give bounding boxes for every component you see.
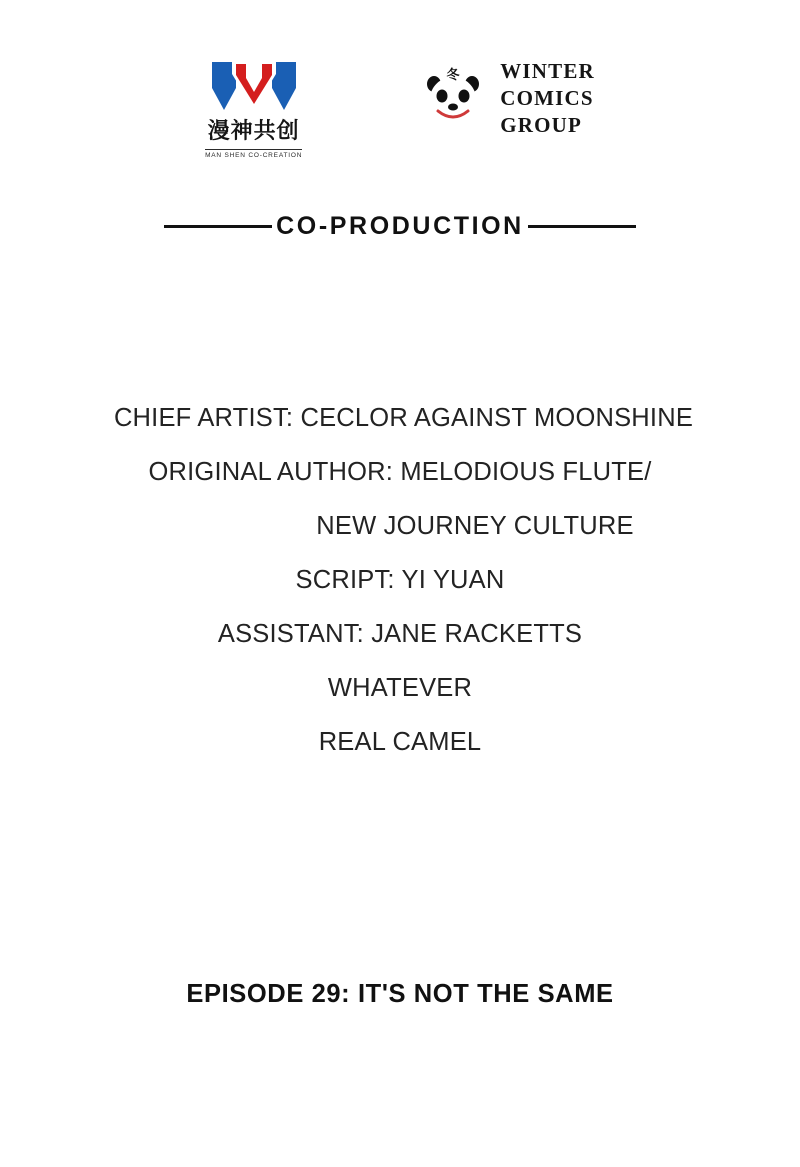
credit-line: NEW JOURNEY CULTURE (316, 512, 634, 540)
banner-label: CO-PRODUCTION (276, 212, 524, 240)
man-shen-english-name: MAN SHEN CO-CREATION (205, 149, 302, 160)
winter-comics-logo (420, 58, 595, 139)
credit-line: ASSISTANT: JANE RACKETTS (217, 620, 583, 648)
winter-comics-line-1: WINTER (500, 59, 595, 83)
winter-comics-panda-icon (420, 65, 486, 131)
credit-line: SCRIPT: YI YUAN (295, 566, 505, 594)
banner-rule-right (528, 225, 636, 228)
credit-line: CHIEF ARTIST: CECLOR AGAINST MOONSHINE (113, 404, 694, 432)
winter-comics-line-3: GROUP (500, 112, 583, 137)
logo-row (0, 58, 800, 176)
credits-list (0, 391, 800, 769)
credit-line: REAL CAMEL (318, 728, 482, 756)
episode-title: EPISODE 29: IT'S NOT THE SAME (186, 980, 614, 1008)
winter-comics-line-2: COMICS (500, 85, 594, 110)
man-shen-logo (205, 58, 302, 160)
credit-line: ORIGINAL AUTHOR: MELODIOUS FLUTE/ (148, 458, 652, 486)
co-production-banner (0, 212, 800, 241)
man-shen-m-mark-icon (206, 58, 302, 114)
banner-rule-left (164, 225, 272, 228)
man-shen-chinese-name: 漫神共创 (207, 119, 300, 144)
svg-text:冬: 冬 (446, 68, 460, 84)
credit-line: WHATEVER (327, 674, 473, 702)
winter-comics-lockup (420, 58, 595, 139)
winter-comics-wordmark (500, 58, 595, 139)
